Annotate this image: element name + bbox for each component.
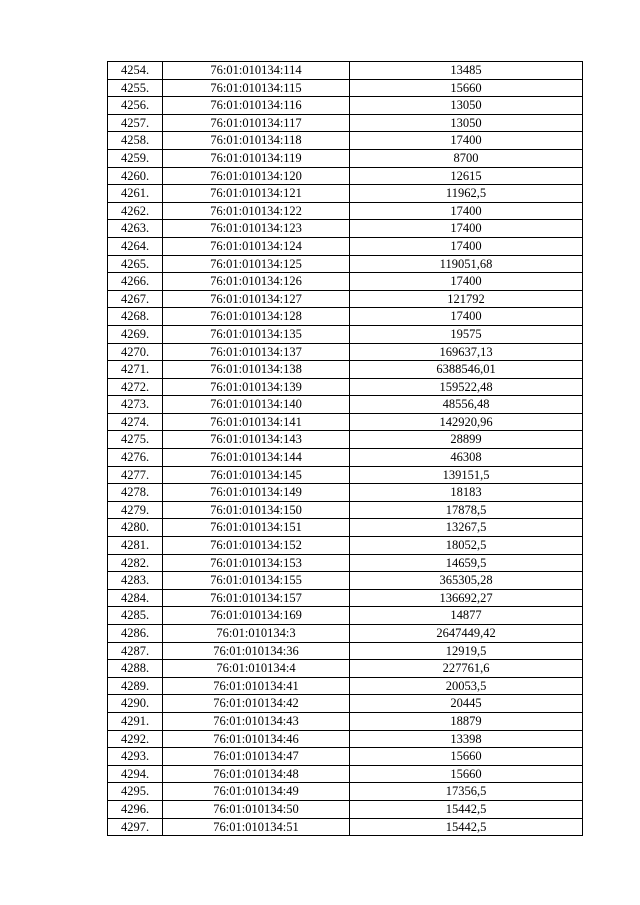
row-number-cell: 4266. [108,273,163,291]
table-row [108,431,583,449]
row-number-cell: 4280. [108,519,163,537]
table-row [108,730,583,748]
value-cell: 13398 [350,730,583,748]
table-row [108,132,583,150]
row-number-cell: 4260. [108,167,163,185]
value-cell: 46308 [350,449,583,467]
table-row [108,449,583,467]
value-cell: 17878,5 [350,501,583,519]
row-number-cell: 4283. [108,572,163,590]
row-number-cell: 4276. [108,449,163,467]
cadastral-number-cell: 76:01:010134:118 [163,132,350,150]
row-number-cell: 4259. [108,149,163,167]
cadastral-number-cell: 76:01:010134:43 [163,712,350,730]
value-cell: 365305,28 [350,572,583,590]
table-row [108,783,583,801]
row-number-cell: 4261. [108,185,163,203]
value-cell: 17400 [350,308,583,326]
value-cell: 18879 [350,712,583,730]
row-number-cell: 4287. [108,642,163,660]
cadastral-number-cell: 76:01:010134:42 [163,695,350,713]
cadastral-number-cell: 76:01:010134:47 [163,748,350,766]
value-cell: 17400 [350,202,583,220]
value-cell: 18052,5 [350,537,583,555]
table-row [108,79,583,97]
value-cell: 15660 [350,748,583,766]
row-number-cell: 4264. [108,237,163,255]
value-cell: 14877 [350,607,583,625]
value-cell: 15442,5 [350,818,583,836]
table-row [108,255,583,273]
row-number-cell: 4272. [108,378,163,396]
table-row [108,642,583,660]
table-row [108,343,583,361]
cadastral-number-cell: 76:01:010134:117 [163,114,350,132]
row-number-cell: 4265. [108,255,163,273]
value-cell: 139151,5 [350,466,583,484]
cadastral-number-cell: 76:01:010134:141 [163,413,350,431]
cadastral-number-cell: 76:01:010134:51 [163,818,350,836]
table-row [108,748,583,766]
cadastral-number-cell: 76:01:010134:3 [163,625,350,643]
value-cell: 13267,5 [350,519,583,537]
value-cell: 15442,5 [350,800,583,818]
table-row [108,677,583,695]
cadastral-number-cell: 76:01:010134:121 [163,185,350,203]
cadastral-number-cell: 76:01:010134:138 [163,361,350,379]
table-row [108,237,583,255]
value-cell: 8700 [350,149,583,167]
table-row [108,501,583,519]
value-cell: 12615 [350,167,583,185]
value-cell: 17400 [350,237,583,255]
cadastral-number-cell: 76:01:010134:115 [163,79,350,97]
value-cell: 17400 [350,132,583,150]
value-cell: 17400 [350,273,583,291]
cadastral-number-cell: 76:01:010134:49 [163,783,350,801]
table-row [108,695,583,713]
row-number-cell: 4286. [108,625,163,643]
value-cell: 15660 [350,765,583,783]
row-number-cell: 4258. [108,132,163,150]
value-cell: 13050 [350,97,583,115]
value-cell: 227761,6 [350,660,583,678]
cadastral-number-cell: 76:01:010134:128 [163,308,350,326]
row-number-cell: 4296. [108,800,163,818]
table-row [108,466,583,484]
cadastral-number-cell: 76:01:010134:157 [163,589,350,607]
value-cell: 20053,5 [350,677,583,695]
row-number-cell: 4289. [108,677,163,695]
table-row [108,660,583,678]
row-number-cell: 4277. [108,466,163,484]
cadastral-number-cell: 76:01:010134:151 [163,519,350,537]
value-cell: 13050 [350,114,583,132]
cadastral-number-cell: 76:01:010134:145 [163,466,350,484]
cadastral-number-cell: 76:01:010134:119 [163,149,350,167]
row-number-cell: 4297. [108,818,163,836]
row-number-cell: 4262. [108,202,163,220]
value-cell: 119051,68 [350,255,583,273]
table-row [108,202,583,220]
cadastral-number-cell: 76:01:010134:153 [163,554,350,572]
row-number-cell: 4278. [108,484,163,502]
row-number-cell: 4282. [108,554,163,572]
row-number-cell: 4285. [108,607,163,625]
table-row [108,818,583,836]
value-cell: 17400 [350,220,583,238]
cadastral-number-cell: 76:01:010134:152 [163,537,350,555]
row-number-cell: 4263. [108,220,163,238]
row-number-cell: 4291. [108,712,163,730]
row-number-cell: 4294. [108,765,163,783]
value-cell: 14659,5 [350,554,583,572]
value-cell: 17356,5 [350,783,583,801]
value-cell: 18183 [350,484,583,502]
value-cell: 28899 [350,431,583,449]
row-number-cell: 4295. [108,783,163,801]
value-cell: 11962,5 [350,185,583,203]
cadastral-number-cell: 76:01:010134:48 [163,765,350,783]
table-row [108,712,583,730]
table-row [108,554,583,572]
row-number-cell: 4268. [108,308,163,326]
cadastral-number-cell: 76:01:010134:135 [163,325,350,343]
table-row [108,625,583,643]
cadastral-number-cell: 76:01:010134:126 [163,273,350,291]
row-number-cell: 4275. [108,431,163,449]
cadastral-number-cell: 76:01:010134:120 [163,167,350,185]
table-row [108,484,583,502]
table-row [108,325,583,343]
table-row [108,361,583,379]
value-cell: 2647449,42 [350,625,583,643]
row-number-cell: 4254. [108,62,163,80]
cadastral-number-cell: 76:01:010134:46 [163,730,350,748]
value-cell: 20445 [350,695,583,713]
value-cell: 136692,27 [350,589,583,607]
row-number-cell: 4281. [108,537,163,555]
row-number-cell: 4256. [108,97,163,115]
cadastral-number-cell: 76:01:010134:116 [163,97,350,115]
cadastral-number-cell: 76:01:010134:123 [163,220,350,238]
table-row [108,800,583,818]
table-row [108,572,583,590]
table-row [108,290,583,308]
table-row [108,167,583,185]
cadastral-number-cell: 76:01:010134:169 [163,607,350,625]
cadastral-value-table [107,61,583,836]
cadastral-number-cell: 76:01:010134:143 [163,431,350,449]
row-number-cell: 4273. [108,396,163,414]
value-cell: 159522,48 [350,378,583,396]
table-row [108,97,583,115]
cadastral-number-cell: 76:01:010134:137 [163,343,350,361]
row-number-cell: 4292. [108,730,163,748]
cadastral-number-cell: 76:01:010134:140 [163,396,350,414]
table-row [108,273,583,291]
table-body [108,62,583,836]
row-number-cell: 4293. [108,748,163,766]
cadastral-number-cell: 76:01:010134:149 [163,484,350,502]
table-row [108,519,583,537]
cadastral-number-cell: 76:01:010134:36 [163,642,350,660]
table-row [108,589,583,607]
table-row [108,378,583,396]
row-number-cell: 4269. [108,325,163,343]
value-cell: 13485 [350,62,583,80]
table-row [108,220,583,238]
row-number-cell: 4257. [108,114,163,132]
table-row [108,308,583,326]
row-number-cell: 4267. [108,290,163,308]
table-row [108,413,583,431]
value-cell: 142920,96 [350,413,583,431]
table-row [108,607,583,625]
table-row [108,537,583,555]
value-cell: 169637,13 [350,343,583,361]
cadastral-number-cell: 76:01:010134:114 [163,62,350,80]
table-row [108,62,583,80]
cadastral-number-cell: 76:01:010134:144 [163,449,350,467]
table-row [108,185,583,203]
row-number-cell: 4271. [108,361,163,379]
row-number-cell: 4270. [108,343,163,361]
table-row [108,765,583,783]
table-row [108,396,583,414]
row-number-cell: 4274. [108,413,163,431]
cadastral-number-cell: 76:01:010134:155 [163,572,350,590]
table-row [108,149,583,167]
cadastral-number-cell: 76:01:010134:124 [163,237,350,255]
cadastral-number-cell: 76:01:010134:41 [163,677,350,695]
row-number-cell: 4255. [108,79,163,97]
row-number-cell: 4279. [108,501,163,519]
cadastral-number-cell: 76:01:010134:127 [163,290,350,308]
cadastral-number-cell: 76:01:010134:139 [163,378,350,396]
row-number-cell: 4288. [108,660,163,678]
cadastral-number-cell: 76:01:010134:125 [163,255,350,273]
row-number-cell: 4290. [108,695,163,713]
value-cell: 48556,48 [350,396,583,414]
cadastral-number-cell: 76:01:010134:150 [163,501,350,519]
value-cell: 15660 [350,79,583,97]
cadastral-number-cell: 76:01:010134:122 [163,202,350,220]
value-cell: 6388546,01 [350,361,583,379]
row-number-cell: 4284. [108,589,163,607]
value-cell: 12919,5 [350,642,583,660]
table-row [108,114,583,132]
cadastral-number-cell: 76:01:010134:50 [163,800,350,818]
value-cell: 19575 [350,325,583,343]
value-cell: 121792 [350,290,583,308]
cadastral-number-cell: 76:01:010134:4 [163,660,350,678]
